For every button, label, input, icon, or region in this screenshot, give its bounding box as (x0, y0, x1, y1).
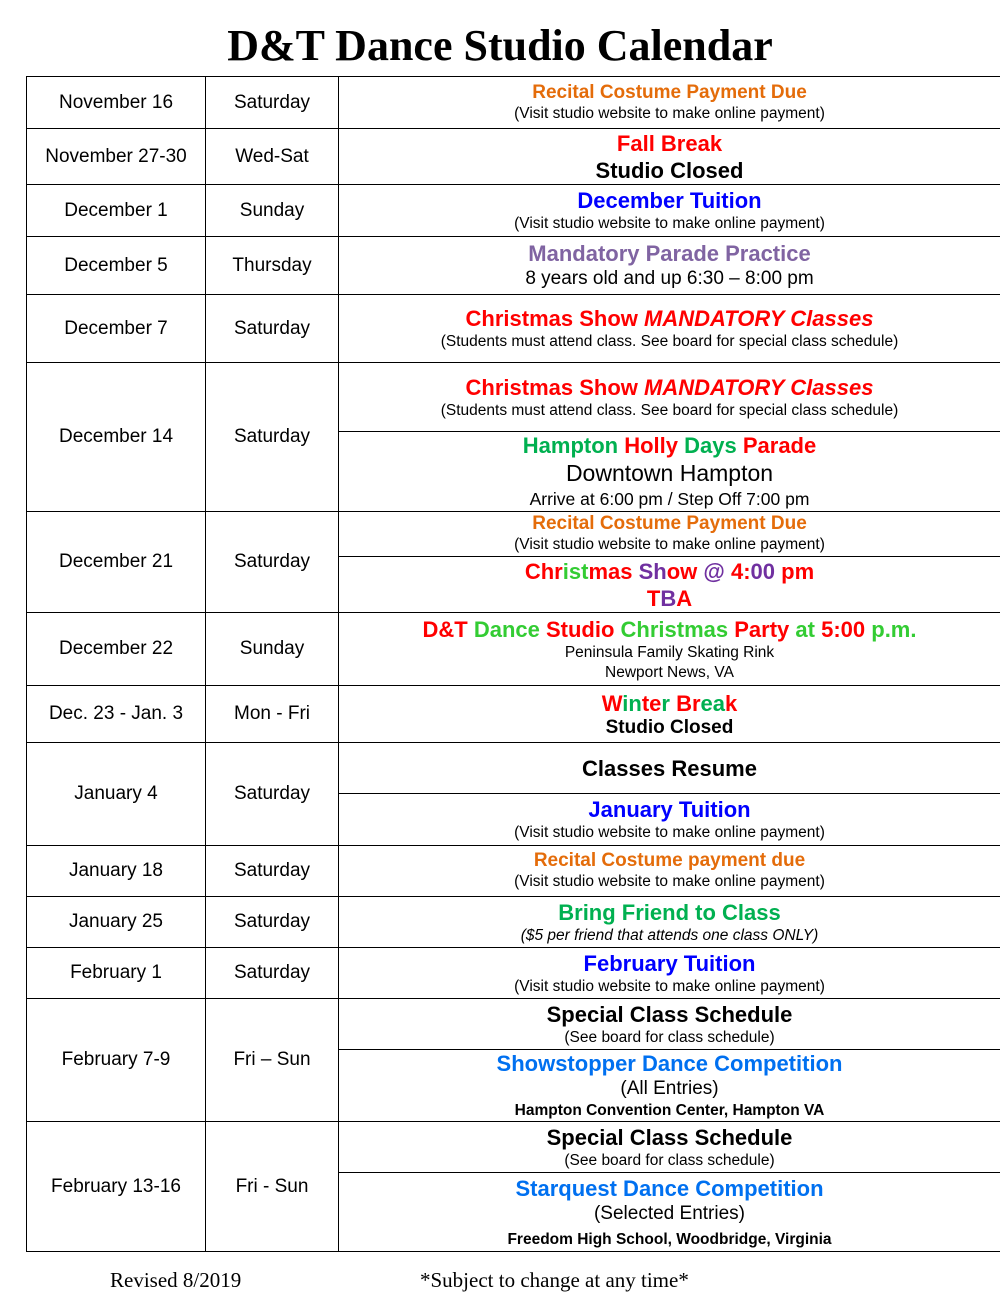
event-city: Newport News, VA (605, 663, 734, 681)
event-title: Recital Costume Payment Due (532, 81, 807, 103)
event-cell (339, 897, 1000, 948)
event-title-part: Dance (473, 616, 546, 642)
event-note: ($5 per friend that attends one class ONLY) (520, 926, 819, 944)
event-note: (Visit studio website to make online payment) (514, 536, 825, 553)
event-title-part: 00 (750, 558, 782, 584)
table-row (27, 363, 1000, 432)
table-row (27, 999, 1000, 1050)
event-cell (339, 846, 1000, 897)
revised-date: Revised 8/2019 (110, 1268, 242, 1292)
event-title-part: pm (781, 558, 815, 584)
event-title (339, 374, 1000, 401)
event-note: (See board for class schedule) (564, 1028, 775, 1046)
event-note: (Visit studio website to make online payment) (514, 873, 825, 890)
event-date: December 14 (27, 363, 206, 512)
event-title-part: Days (684, 433, 743, 458)
table-row (27, 948, 1000, 999)
event-title-part: Hampton (522, 433, 625, 458)
event-title-part: Party (734, 616, 796, 642)
event-cell (339, 77, 1000, 129)
event-day: Saturday (206, 363, 339, 512)
event-note: (Visit studio website to make online payment) (514, 104, 825, 122)
event-title (339, 690, 1000, 717)
event-note: (Visit studio website to make online payment) (514, 215, 825, 232)
event-day: Saturday (206, 743, 339, 846)
event-cell (339, 432, 1000, 512)
event-title: December Tuition (577, 188, 762, 213)
event-subtitle-part: B (660, 585, 677, 611)
table-row (27, 846, 1000, 897)
event-title-part: r (661, 690, 677, 716)
event-cell (339, 613, 1000, 686)
event-title: January Tuition (588, 797, 751, 822)
event-title-part: Christmas Show (465, 374, 645, 400)
event-title-part: Holly (624, 433, 685, 458)
event-cell (339, 295, 1000, 363)
event-date: February 7-9 (27, 999, 206, 1122)
event-title-part: ist (562, 558, 589, 584)
event-day: Saturday (206, 948, 339, 999)
table-row (27, 686, 1000, 743)
event-title: Classes Resume (582, 755, 757, 781)
event-title-part: ow (666, 558, 704, 584)
event-note: (Students must attend class. See board for special class schedule) (440, 401, 899, 419)
event-note: (Students must attend class. See board for special class schedule) (440, 333, 899, 350)
event-note: 8 years old and up 6:30 – 8:00 pm (525, 268, 814, 289)
calendar-table (26, 76, 1000, 1252)
event-cell (339, 1050, 1000, 1122)
event-title-part: k (725, 690, 738, 716)
event-venue: Peninsula Family Skating Rink (564, 643, 775, 661)
event-title-part: W (601, 690, 623, 716)
event-title-part: 4: (730, 558, 751, 584)
event-title-part: p.m. (871, 616, 917, 642)
event-venue: Freedom High School, Woodbridge, Virginia (507, 1230, 832, 1248)
event-date: February 1 (27, 948, 206, 999)
event-title-part: Studio (545, 616, 621, 642)
event-title: Fall Break (616, 130, 723, 156)
event-date: November 27-30 (27, 129, 206, 185)
event-title-part: 5:00 (821, 616, 872, 642)
event-title: Bring Friend to Class (558, 899, 781, 925)
event-title-part: mas (588, 558, 639, 584)
table-row (27, 185, 1000, 237)
event-day: Saturday (206, 295, 339, 363)
event-title-part: Chr (524, 558, 563, 584)
event-title: Recital Costume payment due (533, 850, 806, 871)
event-title-emphasis: MANDATORY Classes (644, 306, 874, 331)
event-title-part: Br (676, 690, 701, 716)
event-day: Saturday (206, 846, 339, 897)
table-row (27, 897, 1000, 948)
event-cell (339, 129, 1000, 185)
event-date: December 22 (27, 613, 206, 686)
event-note: Arrive at 6:00 pm / Step Off 7:00 pm (529, 489, 810, 509)
event-date: December 21 (27, 512, 206, 613)
event-day: Mon - Fri (206, 686, 339, 743)
event-day: Sunday (206, 613, 339, 686)
event-note: (Visit studio website to make online payment) (514, 824, 825, 841)
event-title-part: Christmas Show (465, 306, 645, 331)
event-day: Wed-Sat (206, 129, 339, 185)
table-row (27, 512, 1000, 557)
event-day: Saturday (206, 897, 339, 948)
event-cell (339, 686, 1000, 743)
event-title-part: Sh (638, 558, 667, 584)
event-note: (See board for class schedule) (564, 1151, 775, 1169)
event-title: Starquest Dance Competition (515, 1175, 824, 1201)
event-title-part: in (622, 690, 642, 716)
disclaimer: *Subject to change at any time* (420, 1268, 689, 1292)
event-entries: (All Entries) (620, 1078, 719, 1099)
event-cell (339, 1122, 1000, 1173)
page-title: D&T Dance Studio Calendar (227, 21, 773, 70)
event-day: Sunday (206, 185, 339, 237)
event-date: February 13-16 (27, 1122, 206, 1252)
event-day: Saturday (206, 512, 339, 613)
event-entries: (Selected Entries) (593, 1202, 745, 1224)
event-day: Saturday (206, 77, 339, 129)
event-date: January 25 (27, 897, 206, 948)
event-title: Recital Costume Payment Due (532, 513, 807, 534)
event-venue: Hampton Convention Center, Hampton VA (514, 1102, 825, 1119)
event-title: Special Class Schedule (546, 1001, 793, 1027)
event-cell (339, 185, 1000, 237)
event-title (339, 305, 1000, 332)
event-cell (339, 743, 1000, 794)
event-title: February Tuition (583, 950, 756, 976)
event-day: Fri - Sun (206, 1122, 339, 1252)
event-title (339, 432, 1000, 459)
event-note: (Visit studio website to make online payment) (514, 977, 825, 995)
event-cell (339, 237, 1000, 295)
table-row (27, 613, 1000, 686)
event-title-part: Christmas (620, 616, 735, 642)
event-title-part: ea (700, 690, 726, 716)
event-title-part: Parade (742, 433, 817, 458)
event-date: November 16 (27, 77, 206, 129)
table-row (27, 77, 1000, 129)
event-day: Fri – Sun (206, 999, 339, 1122)
table-row (27, 743, 1000, 794)
table-row (27, 129, 1000, 185)
event-cell (339, 557, 1000, 613)
event-cell (339, 999, 1000, 1050)
event-title-part: te (641, 690, 662, 716)
event-title: Special Class Schedule (546, 1124, 793, 1150)
event-date: January 18 (27, 846, 206, 897)
event-subtitle (339, 585, 1000, 612)
table-row (27, 1122, 1000, 1173)
event-date: December 7 (27, 295, 206, 363)
event-cell (339, 948, 1000, 999)
event-cell (339, 512, 1000, 557)
event-title: Showstopper Dance Competition (496, 1051, 843, 1076)
event-title-part: at (795, 616, 822, 642)
event-location: Downtown Hampton (565, 460, 774, 486)
table-row (27, 295, 1000, 363)
event-title: Mandatory Parade Practice (528, 241, 811, 266)
event-cell (339, 794, 1000, 846)
event-title-emphasis: MANDATORY Classes (644, 374, 874, 400)
event-cell (339, 363, 1000, 432)
event-date: January 4 (27, 743, 206, 846)
event-title (339, 616, 1000, 643)
event-day: Thursday (206, 237, 339, 295)
event-date: Dec. 23 - Jan. 3 (27, 686, 206, 743)
event-subtitle-part: T (646, 585, 661, 611)
event-title-part: @ (703, 558, 731, 584)
event-subtitle-part: A (676, 585, 693, 611)
event-subtitle: Studio Closed (605, 716, 734, 738)
event-subtitle: Studio Closed (595, 157, 744, 183)
event-cell (339, 1173, 1000, 1252)
table-row (27, 237, 1000, 295)
event-title (339, 558, 1000, 585)
event-date: December 5 (27, 237, 206, 295)
event-title-part: D&T (422, 616, 474, 642)
event-date: December 1 (27, 185, 206, 237)
